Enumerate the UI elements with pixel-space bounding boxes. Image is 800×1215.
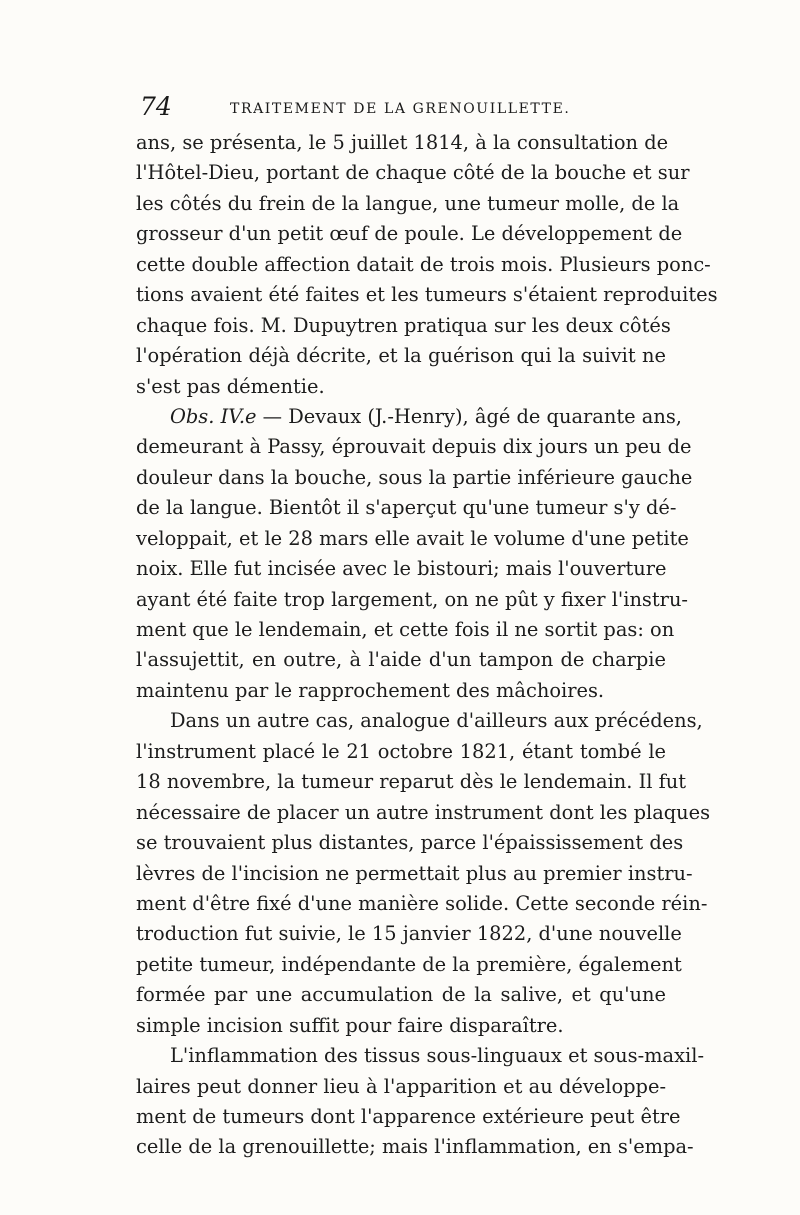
text-line: s'est pas démentie. xyxy=(136,374,325,398)
text-line: simple incision suffit pour faire disparaître. xyxy=(136,1013,564,1037)
text-line: ment que le lendemain, et cette fois il ne sortit pas: on xyxy=(136,618,675,641)
text-line: veloppait, et le 28 mars elle avait le volume d'une petite xyxy=(136,526,689,550)
observation-label: Obs. IV.e xyxy=(170,404,257,428)
text-line: grosseur d'un petit œuf de poule. Le développement de xyxy=(136,222,683,246)
text-line: troduction fut suivie, le 15 janvier 1822, d'une nouvelle xyxy=(136,922,682,946)
text-line: nécessaire de placer un autre instrument dont les plaques xyxy=(136,800,711,824)
text-line: tions avaient été faites et les tumeurs s'étaient reproduites xyxy=(136,283,718,307)
text-line: ment d'être fixé d'une manière solide. Cette seconde réin- xyxy=(136,891,708,915)
text-line: douleur dans la bouche, sous la partie inférieure gauche xyxy=(136,465,693,489)
text-line: l'instrument placé le 21 octobre 1821, étant tombé le xyxy=(136,739,666,763)
text-line: L'inflammation des tissus sous-linguaux et sous-maxil- xyxy=(170,1044,704,1068)
text-line: Dans un autre cas, analogue d'ailleurs aux précédens, xyxy=(170,709,703,733)
text-line: ans, se présenta, le 5 juillet 1814, à la consultation de xyxy=(136,131,669,154)
text-line: demeurant à Passy, éprouvait depuis dix jours un peu de xyxy=(136,435,692,459)
text-line: maintenu par le rapprochement des mâchoires. xyxy=(136,678,605,702)
text-line: l'assujettit, en outre, à l'aide d'un tampon de charpie xyxy=(136,648,666,672)
text-line: l'Hôtel-Dieu, portant de chaque côté de la bouche et sur xyxy=(136,161,690,185)
text-line: laires peut donner lieu à l'apparition et au développe- xyxy=(136,1074,666,1098)
running-title: TRAITEMENT DE LA GRENOUILLETTE. xyxy=(230,101,571,117)
text-line: formée par une accumulation de la salive, et qu'une xyxy=(136,983,666,1007)
body-text xyxy=(136,128,718,1163)
text-line: chaque fois. M. Dupuytren pratiqua sur les deux côtés xyxy=(136,313,671,337)
text-line: les côtés du frein de la langue, une tumeur molle, de la xyxy=(136,191,680,215)
text-line: petite tumeur, indépendante de la première, également xyxy=(136,952,682,976)
text-line: de la langue. Bientôt il s'aperçut qu'une tumeur s'y dé- xyxy=(136,496,677,520)
text-line: celle de la grenouillette; mais l'inflammation, en s'empa- xyxy=(136,1135,694,1159)
text-line: se trouvaient plus distantes, parce l'épaississement des xyxy=(136,831,684,855)
observation-text: — Devaux (J.-Henry), âgé de quarante ans, xyxy=(262,404,682,428)
text-line: l'opération déjà décrite, et la guérison qui la suivit ne xyxy=(136,344,666,368)
text-line: ayant été faite trop largement, on ne pût y fixer l'instru- xyxy=(136,587,688,611)
text-line: noix. Elle fut incisée avec le bistouri; mais l'ouverture xyxy=(136,557,667,581)
page-number: 74 xyxy=(140,92,172,121)
text-line: 18 novembre, la tumeur reparut dès le lendemain. Il fut xyxy=(136,770,687,794)
observation-first-line xyxy=(136,402,682,432)
text-line: lèvres de l'incision ne permettait plus au premier instru- xyxy=(136,861,693,885)
text-line: cette double affection datait de trois mois. Plusieurs ponc- xyxy=(136,252,711,276)
page-header xyxy=(140,92,670,124)
text-line: ment de tumeurs dont l'apparence extérieure peut être xyxy=(136,1105,681,1128)
